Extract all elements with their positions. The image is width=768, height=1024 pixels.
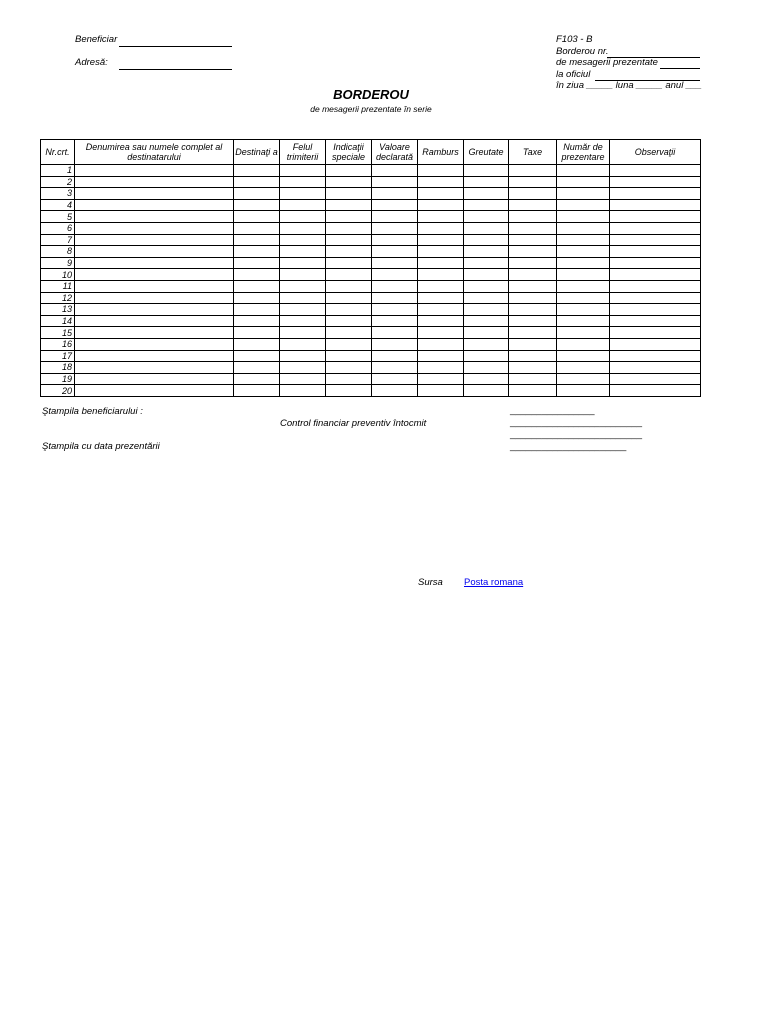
table-cell xyxy=(372,292,418,304)
table-cell xyxy=(75,292,234,304)
row-number: 14 xyxy=(41,315,75,327)
table-cell xyxy=(280,199,326,211)
table-cell xyxy=(372,350,418,362)
table-cell xyxy=(372,304,418,316)
table-row xyxy=(41,373,701,385)
row-number: 4 xyxy=(41,199,75,211)
table-cell xyxy=(509,338,557,350)
table-cell xyxy=(280,373,326,385)
table-cell xyxy=(464,327,509,339)
table-cell xyxy=(610,222,701,234)
table-cell xyxy=(372,222,418,234)
table-cell xyxy=(509,385,557,397)
table-cell xyxy=(75,246,234,258)
table-cell xyxy=(610,362,701,374)
source-label: Sursa xyxy=(418,577,443,588)
table-cell xyxy=(509,199,557,211)
table-cell xyxy=(75,280,234,292)
table-cell xyxy=(326,315,372,327)
table-cell xyxy=(280,211,326,223)
table-cell xyxy=(234,234,280,246)
table-cell xyxy=(610,234,701,246)
table-cell xyxy=(509,176,557,188)
date-line: în ziua _____ luna _____ anul ___ xyxy=(556,80,702,91)
table-cell xyxy=(610,385,701,397)
beneficiar-label: Beneficiar xyxy=(75,34,118,45)
table-cell xyxy=(75,315,234,327)
header-numar-prezentare: Număr de prezentare xyxy=(557,140,610,165)
table-cell xyxy=(326,188,372,200)
table-cell xyxy=(418,385,464,397)
table-cell xyxy=(75,373,234,385)
table-cell xyxy=(509,280,557,292)
table-cell xyxy=(234,373,280,385)
stampila-data-label: Ştampila cu data prezentării xyxy=(42,441,160,452)
table-cell xyxy=(418,350,464,362)
table-cell xyxy=(280,338,326,350)
table-cell xyxy=(464,234,509,246)
table-cell xyxy=(418,222,464,234)
table-cell xyxy=(509,269,557,281)
beneficiar-line xyxy=(119,46,232,47)
table-cell xyxy=(509,362,557,374)
table-cell xyxy=(509,257,557,269)
table-cell xyxy=(372,246,418,258)
table-cell xyxy=(326,257,372,269)
table-cell xyxy=(418,269,464,281)
table-cell xyxy=(280,280,326,292)
table-cell xyxy=(464,304,509,316)
table-cell xyxy=(418,211,464,223)
table-cell xyxy=(418,246,464,258)
table-cell xyxy=(326,304,372,316)
table-cell xyxy=(610,188,701,200)
table-cell xyxy=(326,385,372,397)
table-cell xyxy=(234,327,280,339)
table-cell xyxy=(234,350,280,362)
header-felul-trimiterii: Felul trimiterii xyxy=(280,140,326,165)
table-cell xyxy=(75,199,234,211)
table-cell xyxy=(610,327,701,339)
row-number: 12 xyxy=(41,292,75,304)
table-cell xyxy=(557,315,610,327)
table-cell xyxy=(75,222,234,234)
row-number: 8 xyxy=(41,246,75,258)
table-cell xyxy=(75,338,234,350)
table-cell xyxy=(234,292,280,304)
table-cell xyxy=(610,211,701,223)
row-number: 15 xyxy=(41,327,75,339)
table-cell xyxy=(326,165,372,177)
table-cell xyxy=(280,234,326,246)
header-denumire: Denumirea sau numele complet al destinatarului xyxy=(75,140,234,165)
table-cell xyxy=(326,292,372,304)
table-cell xyxy=(326,338,372,350)
page-title: BORDEROU xyxy=(333,87,409,102)
table-cell xyxy=(234,176,280,188)
table-cell xyxy=(557,304,610,316)
table-cell xyxy=(557,327,610,339)
table-cell xyxy=(234,257,280,269)
table-cell xyxy=(418,304,464,316)
table-cell xyxy=(610,269,701,281)
row-number: 16 xyxy=(41,338,75,350)
table-cell xyxy=(557,362,610,374)
table-row xyxy=(41,292,701,304)
table-row xyxy=(41,257,701,269)
table-cell xyxy=(464,199,509,211)
table-row xyxy=(41,188,701,200)
table-cell xyxy=(464,315,509,327)
table-cell xyxy=(610,176,701,188)
table-cell xyxy=(280,304,326,316)
header-valoare-declarata: Valoare declarată xyxy=(372,140,418,165)
table-cell xyxy=(372,338,418,350)
table-cell xyxy=(234,280,280,292)
table-cell xyxy=(464,280,509,292)
table-cell xyxy=(326,222,372,234)
table-cell xyxy=(610,373,701,385)
table-cell xyxy=(509,165,557,177)
table-cell xyxy=(610,199,701,211)
table-cell xyxy=(75,211,234,223)
row-number: 10 xyxy=(41,269,75,281)
table-cell xyxy=(557,165,610,177)
table-cell xyxy=(75,269,234,281)
table-cell xyxy=(234,199,280,211)
table-cell xyxy=(464,385,509,397)
table-row xyxy=(41,176,701,188)
table-cell xyxy=(280,246,326,258)
table-cell xyxy=(280,350,326,362)
table-cell xyxy=(418,362,464,374)
table-cell xyxy=(326,269,372,281)
table-cell xyxy=(418,292,464,304)
control-financiar-label: Control financiar preventiv întocmit xyxy=(280,418,427,429)
row-number: 7 xyxy=(41,234,75,246)
page-subtitle: de mesagerii prezentate în serie xyxy=(310,104,432,114)
table-cell xyxy=(418,373,464,385)
table-cell xyxy=(75,188,234,200)
table-cell xyxy=(557,188,610,200)
table-cell xyxy=(234,165,280,177)
table-cell xyxy=(234,246,280,258)
table-cell xyxy=(372,165,418,177)
table-cell xyxy=(75,165,234,177)
row-number: 19 xyxy=(41,373,75,385)
table-cell xyxy=(509,373,557,385)
row-number: 2 xyxy=(41,176,75,188)
source-link[interactable]: Posta romana xyxy=(464,577,524,588)
row-number: 17 xyxy=(41,350,75,362)
table-cell xyxy=(234,304,280,316)
table-cell xyxy=(509,188,557,200)
table-cell xyxy=(234,362,280,374)
table-cell xyxy=(610,165,701,177)
table-cell xyxy=(326,211,372,223)
table-cell xyxy=(464,292,509,304)
form-code: F103 - B xyxy=(556,34,593,45)
table-cell xyxy=(557,199,610,211)
table-row xyxy=(41,315,701,327)
table-row xyxy=(41,362,701,374)
table-cell xyxy=(326,327,372,339)
table-cell xyxy=(372,269,418,281)
row-number: 20 xyxy=(41,385,75,397)
table-cell xyxy=(509,246,557,258)
table-cell xyxy=(326,280,372,292)
table-cell xyxy=(234,222,280,234)
row-number: 6 xyxy=(41,222,75,234)
table-cell xyxy=(557,211,610,223)
table-cell xyxy=(372,199,418,211)
table-cell xyxy=(326,350,372,362)
table-cell xyxy=(464,338,509,350)
table-cell xyxy=(372,234,418,246)
table-cell xyxy=(509,304,557,316)
table-cell xyxy=(557,222,610,234)
table-cell xyxy=(418,257,464,269)
table-cell xyxy=(326,246,372,258)
header-destinatia: Destinaţi a xyxy=(234,140,280,165)
oficiul-label: la oficiul xyxy=(556,69,591,80)
signature-line-4: ______________________ xyxy=(510,441,627,452)
table-cell xyxy=(418,188,464,200)
signature-line-3: _________________________ xyxy=(510,429,643,440)
table-row xyxy=(41,327,701,339)
row-number: 3 xyxy=(41,188,75,200)
table-cell xyxy=(557,373,610,385)
table-cell xyxy=(464,188,509,200)
table-cell xyxy=(418,338,464,350)
row-number: 11 xyxy=(41,280,75,292)
table-row xyxy=(41,199,701,211)
table-cell xyxy=(326,362,372,374)
table-cell xyxy=(557,246,610,258)
table-cell xyxy=(75,257,234,269)
table-row xyxy=(41,304,701,316)
table-cell xyxy=(509,327,557,339)
header-taxe: Taxe xyxy=(509,140,557,165)
table-cell xyxy=(372,373,418,385)
table-cell xyxy=(280,385,326,397)
header-indicatii-speciale: Indicaţii speciale xyxy=(326,140,372,165)
table-cell xyxy=(372,257,418,269)
table-cell xyxy=(464,222,509,234)
table-row xyxy=(41,269,701,281)
table-cell xyxy=(464,373,509,385)
table-cell xyxy=(326,234,372,246)
table-cell xyxy=(464,211,509,223)
header-ramburs: Ramburs xyxy=(418,140,464,165)
table-cell xyxy=(75,234,234,246)
table-cell xyxy=(557,257,610,269)
table-cell xyxy=(234,269,280,281)
table-cell xyxy=(280,315,326,327)
table-cell xyxy=(610,315,701,327)
mesagerii-line xyxy=(660,68,700,69)
table-cell xyxy=(234,315,280,327)
mesagerii-label: de mesagerii prezentate xyxy=(556,57,658,68)
table-cell xyxy=(509,222,557,234)
table-row xyxy=(41,165,701,177)
table-cell xyxy=(464,350,509,362)
header-observatii: Observaţii xyxy=(610,140,701,165)
table-cell xyxy=(509,350,557,362)
table-cell xyxy=(557,292,610,304)
table-cell xyxy=(280,188,326,200)
table-cell xyxy=(75,304,234,316)
table-cell xyxy=(372,188,418,200)
borderou-nr-label: Borderou nr. xyxy=(556,46,609,57)
row-number: 9 xyxy=(41,257,75,269)
table-row xyxy=(41,280,701,292)
table-cell xyxy=(234,385,280,397)
signature-line-1: ________________ xyxy=(510,405,595,416)
table-cell xyxy=(464,176,509,188)
table-cell xyxy=(464,362,509,374)
adresa-line xyxy=(119,69,232,70)
table-cell xyxy=(557,234,610,246)
table-cell xyxy=(610,338,701,350)
table-cell xyxy=(418,327,464,339)
table-cell xyxy=(280,362,326,374)
table-cell xyxy=(280,176,326,188)
table-cell xyxy=(234,188,280,200)
table-cell xyxy=(326,176,372,188)
table-row xyxy=(41,211,701,223)
table-cell xyxy=(372,280,418,292)
table-cell xyxy=(418,280,464,292)
table-row xyxy=(41,350,701,362)
table-cell xyxy=(280,165,326,177)
header-greutate: Greutate xyxy=(464,140,509,165)
table-cell xyxy=(75,176,234,188)
header-nr-crt: Nr.crt. xyxy=(41,140,75,165)
table-cell xyxy=(372,327,418,339)
table-cell xyxy=(509,315,557,327)
table-cell xyxy=(509,292,557,304)
table-cell xyxy=(464,257,509,269)
table-cell xyxy=(610,292,701,304)
table-cell xyxy=(372,315,418,327)
row-number: 18 xyxy=(41,362,75,374)
table-cell xyxy=(557,350,610,362)
row-number: 1 xyxy=(41,165,75,177)
table-row xyxy=(41,234,701,246)
table-cell xyxy=(418,315,464,327)
table-cell xyxy=(75,362,234,374)
table-cell xyxy=(557,176,610,188)
table-cell xyxy=(610,350,701,362)
table-cell xyxy=(557,338,610,350)
table-cell xyxy=(557,385,610,397)
table-cell xyxy=(418,234,464,246)
table-cell xyxy=(234,211,280,223)
table-cell xyxy=(557,269,610,281)
signature-line-2: _________________________ xyxy=(510,417,643,428)
table-cell xyxy=(280,257,326,269)
table-cell xyxy=(509,211,557,223)
table-header-row xyxy=(41,140,701,165)
table-cell xyxy=(464,165,509,177)
table-cell xyxy=(280,222,326,234)
table-cell xyxy=(557,280,610,292)
table-cell xyxy=(75,385,234,397)
table-cell xyxy=(372,176,418,188)
table-cell xyxy=(464,269,509,281)
table-cell xyxy=(280,269,326,281)
table-cell xyxy=(372,385,418,397)
table-cell xyxy=(509,234,557,246)
table-cell xyxy=(610,280,701,292)
table-cell xyxy=(610,304,701,316)
table-cell xyxy=(280,327,326,339)
table-cell xyxy=(372,211,418,223)
table-cell xyxy=(234,338,280,350)
table-cell xyxy=(372,362,418,374)
table-cell xyxy=(418,165,464,177)
table-cell xyxy=(418,176,464,188)
adresa-label: Adresă: xyxy=(75,57,108,68)
row-number: 5 xyxy=(41,211,75,223)
table-cell xyxy=(610,257,701,269)
table-cell xyxy=(75,350,234,362)
borderou-table xyxy=(40,139,701,397)
table-cell xyxy=(280,292,326,304)
table-cell xyxy=(464,246,509,258)
table-row xyxy=(41,246,701,258)
row-number: 13 xyxy=(41,304,75,316)
table-row xyxy=(41,385,701,397)
table-row xyxy=(41,338,701,350)
table-cell xyxy=(326,199,372,211)
table-cell xyxy=(610,246,701,258)
table-row xyxy=(41,222,701,234)
table-cell xyxy=(326,373,372,385)
stampila-beneficiar-label: Ştampila beneficiarului : xyxy=(42,406,143,417)
table-cell xyxy=(75,327,234,339)
table-cell xyxy=(418,199,464,211)
